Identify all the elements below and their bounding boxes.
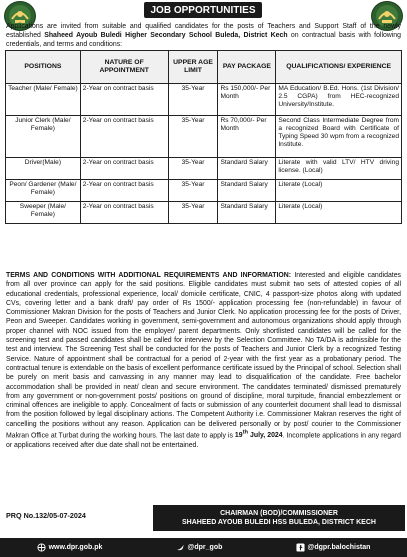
twitter-icon	[176, 543, 185, 552]
column-header: PAY PACKAGE	[218, 51, 276, 84]
facebook-text: @dgpr.balochistan	[307, 544, 371, 551]
school-name: Shaheed Ayoub Buledi Higher Secondary School Buleda, District Kech	[44, 32, 288, 39]
column-header: UPPER AGE LIMIT	[168, 51, 218, 84]
table-row	[6, 180, 402, 202]
facebook-icon	[296, 543, 305, 552]
nature-cell: 2-Year on contract basis	[80, 116, 168, 158]
positions-table	[5, 50, 402, 224]
intro-text-end: on contractual basis with following credentials, and terms and conditions:	[6, 32, 401, 48]
twitter-text: @dpr_gob	[187, 544, 223, 551]
age-cell: 35-Year	[168, 116, 218, 158]
qualification-cell: Literate (Local)	[276, 180, 402, 202]
terms-paragraph	[6, 271, 401, 450]
prq-number: PRQ No.132/05-07-2024	[6, 511, 86, 520]
qualification-cell: MA Education/ B.Ed. Hons. (1st Division/ 2.5 CGPA) from HEC-recognized University/Institute.	[276, 84, 402, 116]
nature-cell: 2-Year on contract basis	[80, 158, 168, 180]
last-date-month: July, 2024	[248, 432, 283, 440]
twitter-link[interactable]	[176, 543, 223, 552]
website-link[interactable]	[37, 543, 103, 552]
age-cell: 35-Year	[168, 158, 218, 180]
table-row	[6, 158, 402, 180]
header	[0, 0, 407, 22]
column-header: QUALIFICATIONS/ EXPERIENCE	[276, 51, 402, 84]
pay-cell: Rs 70,000/- Per Month	[218, 116, 276, 158]
position-cell: Peon/ Gardener (Male/ Female)	[6, 180, 81, 202]
terms-body: Interested and eligible candidates from all over province can apply for the said positions. Eligible candidates must submit two sets of attested copies of all educational credentials, professional experience, local/ domicile certificate, CNIC, 4 passport-size photos along with updated CVs, covering letter and a bank draft/ pay order of Rs 1500/- application processing fee (non-refundable) in favour of Commissioner Makran Division for the posts of Teachers and Junior Clerk. No application processing fee for the posts of Driver, Peon and Sweeper. Candidates working in government, semi-government and autonomous organizations should apply through proper channel with NOC issued from the employer/ parent departments. Only shortlisted candidates will be called for the screening test and passed candidates shall be called for interview by the Selection Committee. No TA/DA is admissible for the test and interview. The Screening Test shall be conducted for the posts of Teachers and Junior Clerk by a recognized Testing Service. Nature of appointment shall be contractual for a period of 2-year with the first year as a probationary period. The contractual tenure is extendable on the basis of excellent performance certificate issued by the Principal of school. Selection shall be purely on merit basis and canvassing in any manner may lead to disqualification of the candidate. Free bachelor accommodation shall be provided in neat/ clean and secure environment. The candidates terminated/ dismissed prematurely from any government or non-government posts/ positions on ground of discipline, moral turpitude, financial embezzlement or criminal offences are ineligible to apply. Concealment of facts or submission of any counterfeit document shall lead to dismissal from the position followed by legal disciplinary actions. The Competent Authority i.e. Commissioner Makran reserves the right of cancelling the positions without any reason. Application can be delivered personally or by post/ courier to the Commissioner Makran Office at Turbat during the working hours. The last date to apply is	[6, 272, 401, 440]
age-cell: 35-Year	[168, 180, 218, 202]
column-header: POSITIONS	[6, 51, 81, 84]
position-cell: Junior Clerk (Male/ Female)	[6, 116, 81, 158]
pay-cell: Standard Salary	[218, 202, 276, 224]
last-date	[235, 432, 283, 439]
column-header: NATURE OF APPOINTMENT	[80, 51, 168, 84]
signature-institution: SHAHEED AYOUB BULEDI HSS BULEDA, DISTRICT KECH	[182, 519, 376, 526]
table-row	[6, 84, 402, 116]
signature-box	[153, 505, 405, 531]
last-date-day: 19	[234, 432, 243, 440]
table-row	[6, 202, 402, 224]
nature-cell: 2-Year on contract basis	[80, 84, 168, 116]
website-text: www.dpr.gob.pk	[48, 544, 103, 551]
page-title: JOB OPPORTUNITIES	[144, 2, 262, 18]
age-cell: 35-Year	[168, 84, 218, 116]
nature-cell: 2-Year on contract basis	[80, 202, 168, 224]
qualification-cell: Literate with valid LTV/ HTV driving license. (Local)	[276, 158, 402, 180]
table-row	[6, 116, 402, 158]
terms-heading: TERMS AND CONDITIONS WITH ADDITIONAL REQUIREMENTS AND INFORMATION:	[6, 272, 292, 279]
terms-body-end: . Incomplete applications in any regard or applications received after due date shall not be entertained.	[6, 432, 401, 449]
position-cell: Driver(Male)	[6, 158, 81, 180]
table-header-row	[6, 51, 402, 84]
signature-title: CHAIRMAN (BOD)/COMMISSIONER	[220, 510, 338, 517]
nature-cell: 2-Year on contract basis	[80, 180, 168, 202]
pay-cell: Standard Salary	[218, 158, 276, 180]
qualification-cell: Literate (Local)	[276, 202, 402, 224]
facebook-link[interactable]	[296, 543, 371, 552]
position-cell: Sweeper (Male/ Female)	[6, 202, 81, 224]
intro-text: Applications are invited from suitable and qualified candidates for the posts of Teachers and Support Staff of the newly established	[6, 23, 401, 39]
pay-cell: Standard Salary	[218, 180, 276, 202]
age-cell: 35-Year	[168, 202, 218, 224]
last-date-suffix: th	[242, 430, 249, 437]
globe-icon	[37, 543, 46, 552]
footer	[0, 538, 407, 557]
position-cell: Teacher (Male/ Female)	[6, 84, 81, 116]
intro-paragraph	[6, 22, 401, 49]
qualification-cell: Second Class Intermediate Degree from a recognized Board with Certificate of Typing Speed 30 wpm from a recognized Institute.	[276, 116, 402, 158]
pay-cell: Rs 150,000/- Per Month	[218, 84, 276, 116]
